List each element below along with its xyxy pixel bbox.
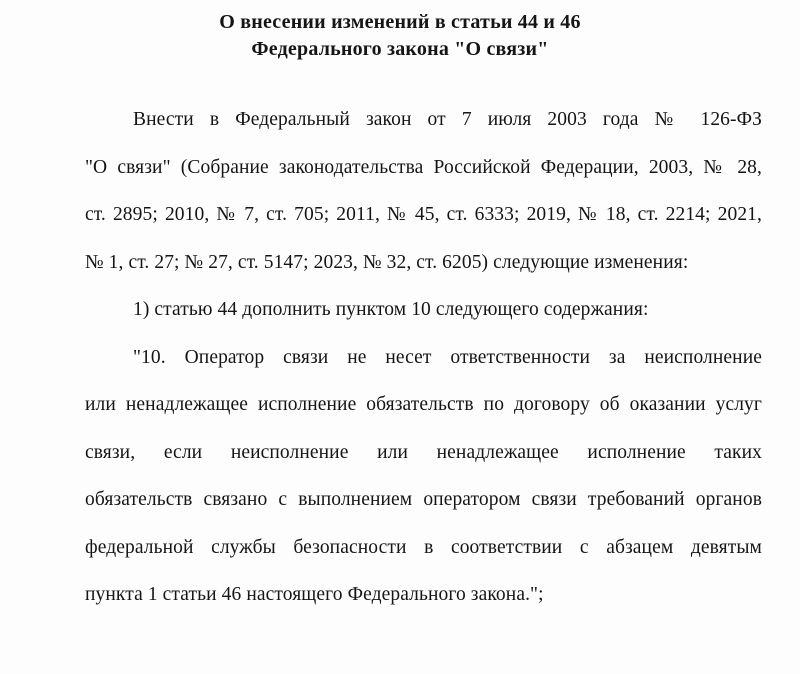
text-line: связи, если неисполнение или ненадлежащее исполнение таких	[85, 441, 762, 463]
text-line: федеральной службы безопасности в соответствии с абзацем девятым	[85, 536, 762, 558]
text-line: ст. 2895; 2010, № 7, ст. 705; 2011, № 45, ст. 6333; 2019, № 18, ст. 2214; 2021,	[85, 204, 762, 225]
title-line-1: О внесении изменений в статьи 44 и 46	[219, 11, 581, 33]
text-line: 1) статью 44 дополнить пунктом 10 следующего содержания:	[133, 299, 649, 320]
document-body	[85, 96, 762, 619]
text-line: № 1, ст. 27; № 27, ст. 5147; 2023, № 32, ст. 6205) следующие изменения:	[85, 251, 689, 273]
text-line: Внести в Федеральный закон от 7 июля 2003 года № 126-ФЗ	[133, 109, 762, 130]
intro-paragraph	[85, 96, 762, 286]
text-line: обязательств связано с выполнением оператором связи требований органов	[85, 489, 762, 510]
amendment-item-1-text	[85, 334, 762, 619]
text-line: или ненадлежащее исполнение обязательств по договору об оказании услуг	[85, 394, 762, 415]
text-line: "10. Оператор связи не несет ответственности за неисполнение	[133, 346, 762, 368]
text-line: "О связи" (Собрание законодательства Российской Федерации, 2003, № 28,	[85, 156, 762, 178]
title-line-2: Федерального закона "О связи"	[251, 38, 549, 60]
text-line: пункта 1 статьи 46 настоящего Федерального закона.";	[85, 584, 544, 605]
document-title	[0, 0, 800, 63]
amendment-item-1-heading	[85, 286, 762, 334]
